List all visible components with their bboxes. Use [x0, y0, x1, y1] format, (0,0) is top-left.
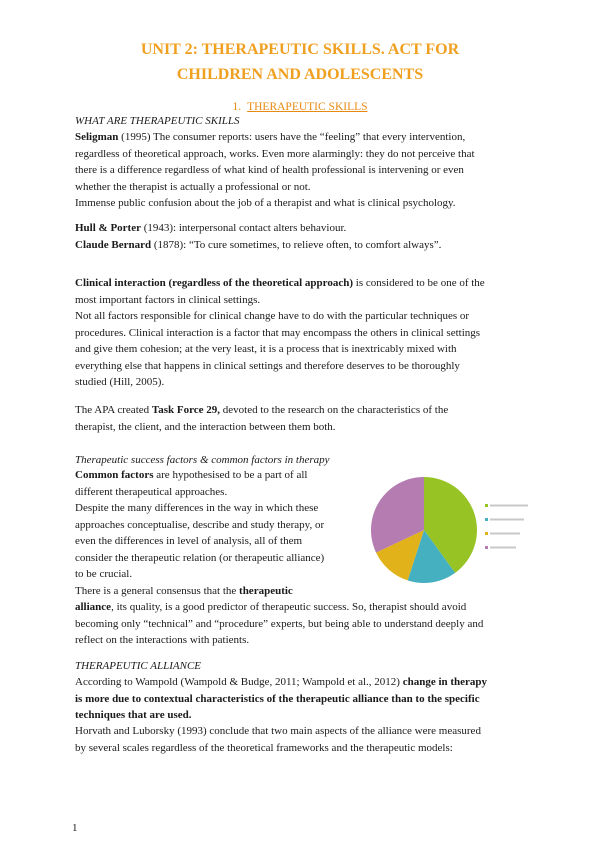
horvath-line-2: by several scales regardless of the theoretical frameworks and the therapeutic models:	[75, 741, 453, 754]
heading-what-are-skills: WHAT ARE THERAPEUTIC SKILLS	[75, 115, 240, 127]
seligman-line-3: there is a difference regardless of what kind of health professional is intervening or even	[75, 164, 464, 176]
common-factors-pie-chart	[366, 476, 536, 588]
paragraph-clinical-interaction	[75, 275, 527, 391]
apa-line-2: therapist, the client, and the interaction between them both.	[75, 420, 336, 433]
seligman-line-4: whether the therapist is actually a professional or not.	[75, 180, 311, 193]
paragraph-horvath	[75, 723, 527, 756]
common-line-3: Despite the many differences in the way in which these	[75, 502, 319, 514]
alliance-bold: alliance	[75, 601, 112, 613]
alliance-line-2: becoming only “technical” and “procedure” experts, but being able to understand deeply and	[75, 617, 484, 630]
common-line-7: to be crucial.	[75, 568, 133, 580]
paragraph-common-factors	[75, 467, 357, 599]
heading-success-factors: Therapeutic success factors & common factors in therapy	[75, 454, 330, 466]
clinical-bold: Clinical interaction (regardless of the theoretical approach)	[75, 277, 354, 289]
wampold-bold-2: is more due to contextual characteristics of the therapeutic alliance than to the specific	[75, 692, 480, 705]
apa-task-force: Task Force 29,	[151, 404, 221, 416]
clinical-line-3: Not all factors responsible for clinical change have to do with the particular techniques or	[75, 310, 470, 322]
clinical-line-4: procedures. Clinical interaction is a factor that may encompass the others in clinical settings	[75, 326, 481, 339]
author-seligman: Seligman	[75, 131, 119, 143]
common-line-5: even the differences in level of analysis, all of them	[75, 535, 303, 547]
clinical-line-1: is considered to be one of the	[353, 277, 485, 289]
author-hull-porter: Hull & Porter	[75, 222, 141, 234]
document-title-line-2: CHILDREN AND ADOLESCENTS	[176, 66, 424, 83]
clinical-line-6: everything else that happens in clinical settings and therefore deserves to be thoroughly	[75, 359, 460, 372]
paragraph-wampold	[75, 674, 527, 724]
wampold-bold-3: techniques that are used.	[75, 709, 192, 721]
apa-text-a: The APA created	[75, 404, 152, 416]
seligman-line-1: (1995) The consumer reports: users have the “feeling” that every intervention,	[118, 131, 466, 143]
heading-therapeutic-alliance: THERAPEUTIC ALLIANCE	[75, 660, 202, 672]
seligman-line-2: regardless of theoretical approach, works. Even more alarmingly: they do not perceive that	[75, 147, 475, 160]
clinical-line-2: most important factors in clinical settings.	[75, 293, 261, 306]
wampold-bold-1: change in therapy	[402, 676, 488, 688]
common-line-2: different therapeutical approaches.	[75, 485, 228, 498]
common-line-8b: therapeutic	[239, 584, 293, 597]
clinical-line-7: studied (Hill, 2005).	[75, 376, 165, 388]
confusion-line: Immense public confusion about the job of a therapist and what is clinical psychology.	[75, 197, 456, 209]
paragraph-apa	[75, 402, 527, 435]
wampold-text: According to Wampold (Wampold & Budge, 2011; Wampold et al., 2012)	[75, 676, 403, 688]
common-line-6: consider the therapeutic relation (or therapeutic alliance)	[75, 551, 325, 564]
paragraph-hull-bernard	[75, 220, 527, 253]
paragraph-alliance-predictor	[75, 599, 527, 649]
pie-legend-entry-1	[485, 504, 528, 507]
common-line-1: are hypothesised to be a part of all	[153, 469, 308, 481]
author-claude-bernard: Claude Bernard	[75, 238, 152, 251]
alliance-line-3: reflect on the interactions with patients.	[75, 634, 250, 646]
pie-legend-entry-4	[485, 546, 516, 549]
common-factors-bold: Common factors	[75, 469, 154, 481]
hull-text: (1943): interpersonal contact alters behaviour.	[140, 222, 347, 234]
paragraph-seligman	[75, 129, 527, 212]
section-label: THERAPEUTIC SKILLS	[247, 101, 368, 113]
section-heading	[0, 100, 600, 114]
bernard-text: (1878): “To cure sometimes, to relieve often, to comfort always”.	[151, 238, 442, 251]
pie-legend-entry-2	[485, 518, 524, 521]
page-number: 1	[72, 822, 78, 834]
pie-legend-entry-3	[485, 532, 520, 535]
horvath-line-1: Horvath and Luborsky (1993) conclude that two main aspects of the alliance were measured	[75, 725, 481, 737]
clinical-line-5: and give them cohesion; at the very least, it is a process that is inextricably mixed with	[75, 343, 457, 355]
section-number: 1.	[232, 101, 242, 113]
common-line-8a: There is a general consensus that the	[75, 584, 240, 597]
apa-text-b: devoted to the research on the characteristics of the	[220, 404, 449, 416]
document-title-line-1: UNIT 2: THERAPEUTIC SKILLS. ACT FOR	[140, 41, 460, 58]
common-line-4: approaches conceptualise, describe and study therapy, or	[75, 518, 325, 531]
alliance-line-1: , its quality, is a good predictor of therapeutic success. So, therapist should avoid	[111, 601, 467, 613]
